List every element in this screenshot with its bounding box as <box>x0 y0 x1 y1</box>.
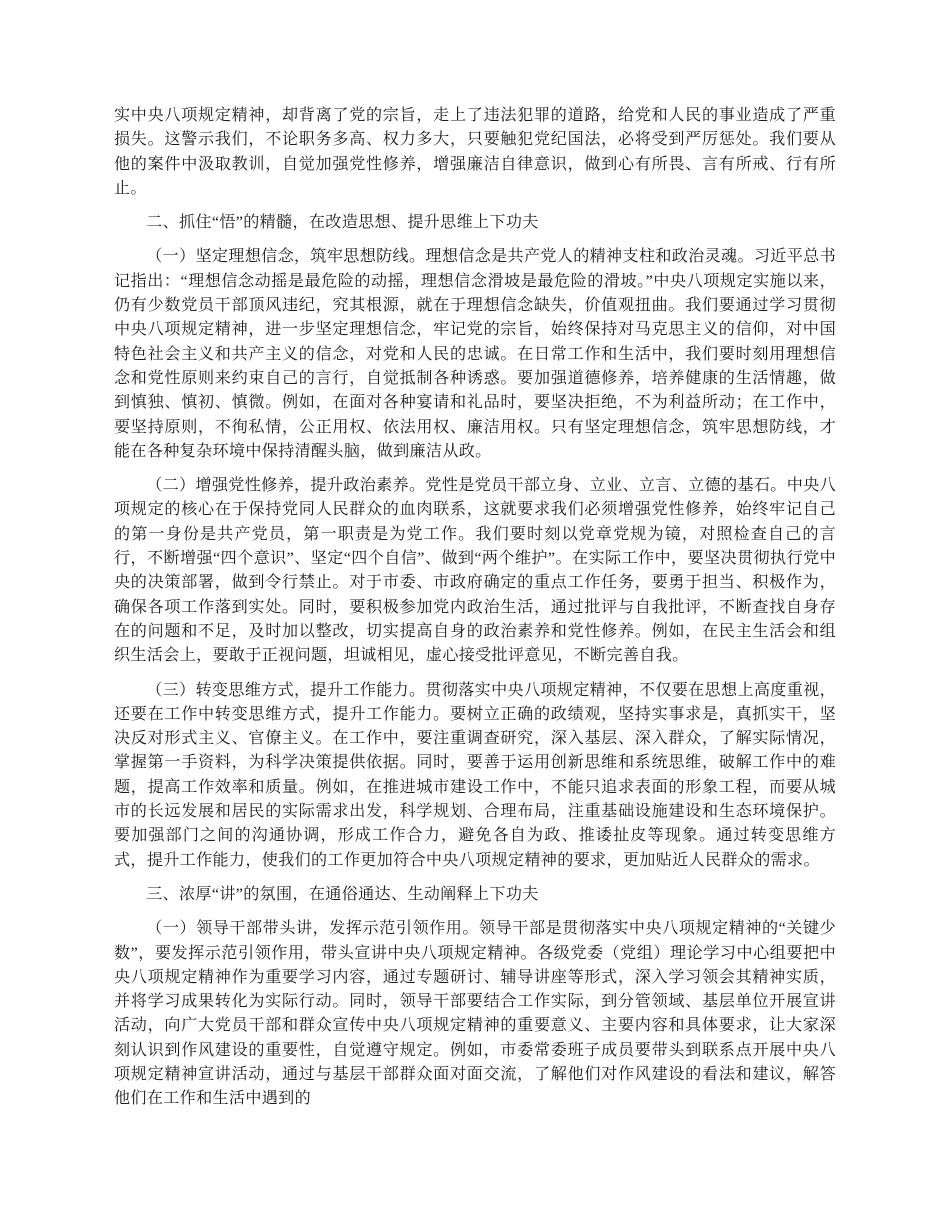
paragraph-continuation: 实中央八项规定精神，却背离了党的宗旨，走上了违法犯罪的道路，给党和人民的事业造成了严重损失。这警示我们，不论职务多高、权力多大，只要触犯党纪国法，必将受到严厉惩处。我们要从他的案件中汲取教训，自觉加强党性修养，增强廉洁自律意识，做到心有所畏、言有所戒、行有所止。 <box>114 107 836 197</box>
paragraph-section2-item1: （一）坚定理想信念，筑牢思想防线。理想信念是共产党人的精神支柱和政治灵魂。习近平总书记指出：“理想信念动摇是最危险的动摇，理想信念滑坡是最危险的滑坡。”中央八项规定实施以来，仍有少数党员干部顶风违纪，究其根源，就在于理想信念缺失，价值观扭曲。我们要通过学习贯彻中央八项规定精神，进一步坚定理想信念，牢记党的宗旨，始终保持对马克思主义的信仰，对中国特色社会主义和共产主义的信念，对党和人民的忠诚。在日常工作和生活中，我们要时刻用理想信念和党性原则来约束自己的言行，自觉抵制各种诱惑。要加强道德修养，培养健康的生活情趣，做到慎独、慎初、慎微。例如，在面对各种宴请和礼品时，要坚决拒绝，不为利益所动；在工作中，要坚持原则，不徇私情，公正用权、依法用权、廉洁用权。只有坚定理想信念，筑牢思想防线，才能在各种复杂环境中保持清醒头脑，做到廉洁从政。 <box>114 248 836 460</box>
paragraph-section3-item1: （一）领导干部带头讲，发挥示范引领作用。领导干部是贯彻落实中央八项规定精神的“关键少数”，要发挥示范引领作用，带头宣讲中央八项规定精神。各级党委（党组）理论学习中心组要把中央八项规定精神作为重要学习内容，通过专题研讨、辅导讲座等形式，深入学习领会其精神实质，并将学习成果转化为实际行动。同时，领导干部要结合工作实际，到分管领域、基层单位开展宣讲活动，向广大党员干部和群众宣传中央八项规定精神的重要意义、主要内容和具体要求，让大家深刻认识到作风建设的重要性，自觉遵守规定。例如，市委常委班子成员要带头到联系点开展中央八项规定精神宣讲活动，通过与基层干部群众面对面交流，了解他们对作风建设的看法和建议，解答他们在工作和生活中遇到的 <box>114 920 836 1108</box>
document-body <box>114 104 836 1112</box>
section-heading-two: 二、抓住“悟”的精髓，在改造思想、提升思维上下功夫 <box>146 214 539 232</box>
paragraph-section2-item3: （三）转变思维方式，提升工作能力。贯彻落实中央八项规定精神，不仅要在思想上高度重视，还要在工作中转变思维方式，提升工作能力。要树立正确的政绩观，坚持实事求是，真抓实干，坚决反对形式主义、官僚主义。在工作中，要注重调查研究，深入基层、深入群众，了解实际情况，掌握第一手资料，为科学决策提供依据。同时，要善于运用创新思维和系统思维，破解工作中的难题，提高工作效率和质量。例如，在推进城市建设工作中，不能只追求表面的形象工程，而要从城市的长远发展和居民的实际需求出发，科学规划、合理布局，注重基础设施建设和生态环境保护。要加强部门之间的沟通协调，形成工作合力，避免各自为政、推诿扯皮等现象。通过转变思维方式，提升工作能力，使我们的工作更加符合中央八项规定精神的要求，更加贴近人民群众的需求。 <box>114 681 836 869</box>
paragraph-section2-item2: （二）增强党性修养，提升政治素养。党性是党员干部立身、立业、立言、立德的基石。中央八项规定的核心在于保持党同人民群众的血肉联系，这就要求我们必须增强党性修养，始终牢记自己的第一身份是共产党员，第一职责是为党工作。我们要时刻以党章党规为镜，对照检查自己的言行，不断增强“四个意识”、坚定“四个自信”、做到“两个维护”。在实际工作中，要坚决贯彻执行党中央的决策部署，做到令行禁止。对于市委、市政府确定的重点工作任务，要勇于担当、积极作为，确保各项工作落到实处。同时，要积极参加党内政治生活，通过批评与自我批评，不断查找自身存在的问题和不足，及时加以整改，切实提高自身的政治素养和党性修养。例如，在民主生活会和组织生活会上，要敢于正视问题，坦诚相见，虚心接受批评意见，不断完善自我。 <box>114 477 836 665</box>
section-heading-three: 三、浓厚“讲”的氛围，在通俗通达、生动阐释上下功夫 <box>146 885 539 903</box>
